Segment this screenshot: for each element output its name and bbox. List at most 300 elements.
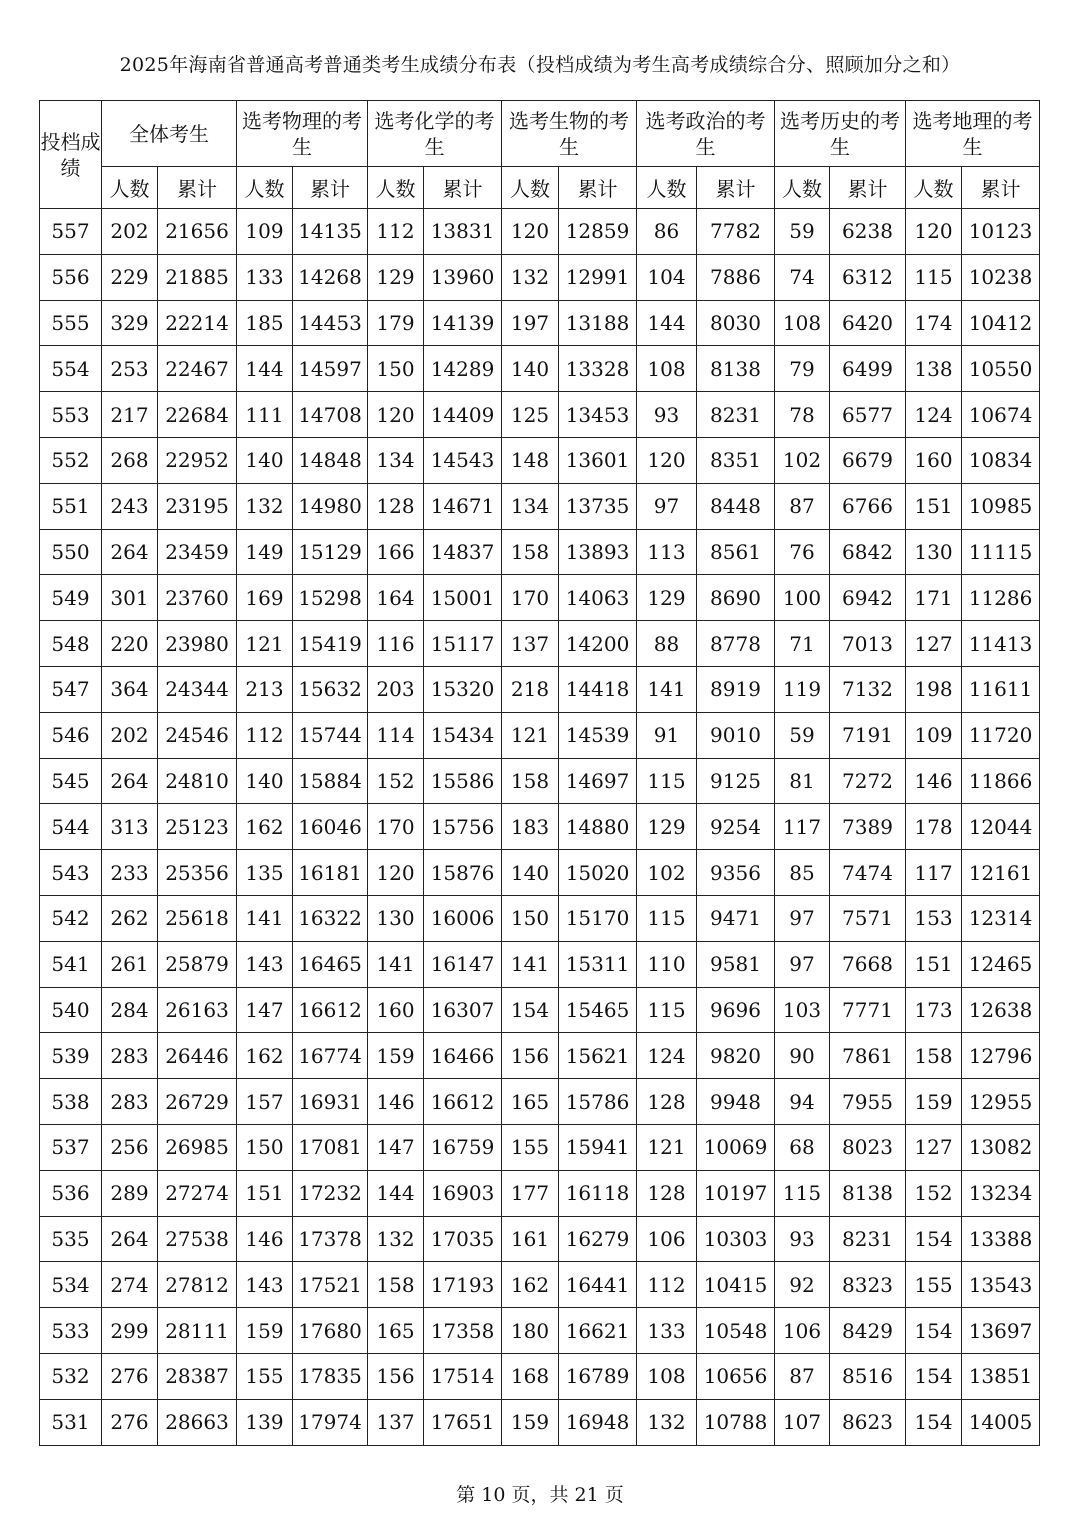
value-cell: 128 (637, 1079, 697, 1125)
value-cell: 14539 (559, 712, 637, 758)
value-cell: 129 (637, 804, 697, 850)
value-cell: 10548 (697, 1308, 775, 1354)
value-cell: 16621 (559, 1308, 637, 1354)
value-cell: 127 (906, 1124, 962, 1170)
value-cell: 15941 (559, 1124, 637, 1170)
value-cell: 108 (775, 300, 830, 346)
subhead-cumulative: 累计 (293, 167, 368, 209)
subhead-cumulative: 累计 (424, 167, 502, 209)
score-cell: 552 (40, 437, 102, 483)
value-cell: 107 (775, 1399, 830, 1445)
value-cell: 14005 (962, 1399, 1040, 1445)
value-cell: 152 (906, 1170, 962, 1216)
value-cell: 202 (102, 712, 158, 758)
table-row (40, 1399, 1040, 1445)
score-cell: 549 (40, 575, 102, 621)
table-row (40, 346, 1040, 392)
value-cell: 185 (237, 300, 293, 346)
value-cell: 156 (502, 1033, 559, 1079)
value-cell: 8429 (830, 1308, 906, 1354)
value-cell: 119 (775, 666, 830, 712)
value-cell: 115 (775, 1170, 830, 1216)
value-cell: 15419 (293, 621, 368, 667)
value-cell: 112 (237, 712, 293, 758)
value-cell: 12859 (559, 209, 637, 255)
value-cell: 24546 (158, 712, 237, 758)
header-group-politics: 选考政治的考生 (637, 101, 775, 167)
value-cell: 329 (102, 300, 158, 346)
value-cell: 134 (502, 483, 559, 529)
value-cell: 6942 (830, 575, 906, 621)
value-cell: 9581 (697, 941, 775, 987)
value-cell: 143 (237, 941, 293, 987)
value-cell: 144 (637, 300, 697, 346)
value-cell: 261 (102, 941, 158, 987)
value-cell: 170 (502, 575, 559, 621)
value-cell: 25123 (158, 804, 237, 850)
value-cell: 150 (368, 346, 424, 392)
value-cell: 162 (237, 804, 293, 850)
value-cell: 8138 (697, 346, 775, 392)
value-cell: 14837 (424, 529, 502, 575)
value-cell: 16903 (424, 1170, 502, 1216)
value-cell: 7886 (697, 254, 775, 300)
table-row (40, 1353, 1040, 1399)
score-cell: 536 (40, 1170, 102, 1216)
header-group-history: 选考历史的考生 (775, 101, 906, 167)
value-cell: 16612 (424, 1079, 502, 1125)
value-cell: 104 (637, 254, 697, 300)
value-cell: 170 (368, 804, 424, 850)
score-cell: 554 (40, 346, 102, 392)
value-cell: 155 (237, 1353, 293, 1399)
value-cell: 220 (102, 621, 158, 667)
value-cell: 113 (637, 529, 697, 575)
value-cell: 127 (906, 621, 962, 667)
value-cell: 14848 (293, 437, 368, 483)
table-row (40, 712, 1040, 758)
value-cell: 141 (368, 941, 424, 987)
score-cell: 548 (40, 621, 102, 667)
value-cell: 13328 (559, 346, 637, 392)
value-cell: 313 (102, 804, 158, 850)
value-cell: 7013 (830, 621, 906, 667)
value-cell: 16322 (293, 895, 368, 941)
value-cell: 9696 (697, 987, 775, 1033)
score-cell: 545 (40, 758, 102, 804)
value-cell: 23459 (158, 529, 237, 575)
value-cell: 146 (237, 1216, 293, 1262)
value-cell: 15884 (293, 758, 368, 804)
value-cell: 26985 (158, 1124, 237, 1170)
value-cell: 9820 (697, 1033, 775, 1079)
value-cell: 21885 (158, 254, 237, 300)
subhead-count: 人数 (368, 167, 424, 209)
value-cell: 218 (502, 666, 559, 712)
value-cell: 133 (237, 254, 293, 300)
value-cell: 7272 (830, 758, 906, 804)
table-row (40, 895, 1040, 941)
value-cell: 124 (906, 392, 962, 438)
subhead-count: 人数 (637, 167, 697, 209)
value-cell: 7389 (830, 804, 906, 850)
table-row (40, 392, 1040, 438)
value-cell: 141 (637, 666, 697, 712)
value-cell: 154 (502, 987, 559, 1033)
value-cell: 9356 (697, 850, 775, 896)
value-cell: 11413 (962, 621, 1040, 667)
value-cell: 22214 (158, 300, 237, 346)
value-cell: 11286 (962, 575, 1040, 621)
value-cell: 110 (637, 941, 697, 987)
value-cell: 146 (368, 1079, 424, 1125)
subhead-cumulative: 累计 (962, 167, 1040, 209)
value-cell: 140 (237, 758, 293, 804)
value-cell: 14980 (293, 483, 368, 529)
value-cell: 100 (775, 575, 830, 621)
value-cell: 177 (502, 1170, 559, 1216)
table-row (40, 209, 1040, 255)
value-cell: 6679 (830, 437, 906, 483)
value-cell: 16931 (293, 1079, 368, 1125)
value-cell: 15632 (293, 666, 368, 712)
value-cell: 264 (102, 1216, 158, 1262)
value-cell: 23195 (158, 483, 237, 529)
value-cell: 13234 (962, 1170, 1040, 1216)
table-row (40, 1079, 1040, 1125)
subhead-count: 人数 (237, 167, 293, 209)
value-cell: 137 (502, 621, 559, 667)
value-cell: 15311 (559, 941, 637, 987)
table-row (40, 529, 1040, 575)
header-row-groups (40, 101, 1040, 167)
value-cell: 16181 (293, 850, 368, 896)
value-cell: 8690 (697, 575, 775, 621)
score-cell: 547 (40, 666, 102, 712)
value-cell: 10415 (697, 1262, 775, 1308)
value-cell: 134 (368, 437, 424, 483)
value-cell: 12638 (962, 987, 1040, 1033)
value-cell: 15621 (559, 1033, 637, 1079)
value-cell: 148 (502, 437, 559, 483)
value-cell: 16759 (424, 1124, 502, 1170)
value-cell: 10834 (962, 437, 1040, 483)
table-row (40, 1033, 1040, 1079)
table-row (40, 1124, 1040, 1170)
value-cell: 17081 (293, 1124, 368, 1170)
value-cell: 90 (775, 1033, 830, 1079)
value-cell: 16789 (559, 1353, 637, 1399)
score-cell: 537 (40, 1124, 102, 1170)
value-cell: 94 (775, 1079, 830, 1125)
value-cell: 76 (775, 529, 830, 575)
value-cell: 150 (237, 1124, 293, 1170)
value-cell: 109 (906, 712, 962, 758)
value-cell: 166 (368, 529, 424, 575)
value-cell: 158 (502, 758, 559, 804)
value-cell: 165 (368, 1308, 424, 1354)
value-cell: 22952 (158, 437, 237, 483)
value-cell: 13601 (559, 437, 637, 483)
value-cell: 86 (637, 209, 697, 255)
value-cell: 16307 (424, 987, 502, 1033)
value-cell: 137 (368, 1399, 424, 1445)
value-cell: 129 (637, 575, 697, 621)
table-row (40, 804, 1040, 850)
value-cell: 130 (368, 895, 424, 941)
value-cell: 115 (637, 758, 697, 804)
value-cell: 158 (906, 1033, 962, 1079)
value-cell: 9010 (697, 712, 775, 758)
value-cell: 25879 (158, 941, 237, 987)
value-cell: 27812 (158, 1262, 237, 1308)
value-cell: 155 (502, 1124, 559, 1170)
header-group-all: 全体考生 (102, 101, 237, 167)
value-cell: 156 (368, 1353, 424, 1399)
value-cell: 144 (368, 1170, 424, 1216)
value-cell: 262 (102, 895, 158, 941)
value-cell: 12314 (962, 895, 1040, 941)
value-cell: 160 (368, 987, 424, 1033)
table-row (40, 941, 1040, 987)
value-cell: 158 (368, 1262, 424, 1308)
value-cell: 14697 (559, 758, 637, 804)
value-cell: 10550 (962, 346, 1040, 392)
subhead-cumulative: 累计 (158, 167, 237, 209)
value-cell: 17232 (293, 1170, 368, 1216)
score-cell: 539 (40, 1033, 102, 1079)
value-cell: 8030 (697, 300, 775, 346)
value-cell: 102 (775, 437, 830, 483)
value-cell: 124 (637, 1033, 697, 1079)
value-cell: 10788 (697, 1399, 775, 1445)
value-cell: 13735 (559, 483, 637, 529)
value-cell: 12955 (962, 1079, 1040, 1125)
value-cell: 128 (637, 1170, 697, 1216)
value-cell: 197 (502, 300, 559, 346)
value-cell: 268 (102, 437, 158, 483)
value-cell: 9471 (697, 895, 775, 941)
value-cell: 168 (502, 1353, 559, 1399)
value-cell: 108 (637, 1353, 697, 1399)
value-cell: 152 (368, 758, 424, 804)
score-cell: 555 (40, 300, 102, 346)
value-cell: 233 (102, 850, 158, 896)
score-cell: 550 (40, 529, 102, 575)
value-cell: 164 (368, 575, 424, 621)
value-cell: 14200 (559, 621, 637, 667)
value-cell: 17521 (293, 1262, 368, 1308)
value-cell: 147 (237, 987, 293, 1033)
value-cell: 14139 (424, 300, 502, 346)
value-cell: 289 (102, 1170, 158, 1216)
value-cell: 8623 (830, 1399, 906, 1445)
value-cell: 111 (237, 392, 293, 438)
value-cell: 157 (237, 1079, 293, 1125)
table-row (40, 621, 1040, 667)
value-cell: 14543 (424, 437, 502, 483)
value-cell: 150 (502, 895, 559, 941)
value-cell: 12991 (559, 254, 637, 300)
document-title: 2025年海南省普通高考普通类考生成绩分布表（投档成绩为考生高考成绩综合分、照顾加分之和） (119, 54, 961, 76)
value-cell: 78 (775, 392, 830, 438)
value-cell: 106 (775, 1308, 830, 1354)
value-cell: 14268 (293, 254, 368, 300)
value-cell: 213 (237, 666, 293, 712)
score-cell: 538 (40, 1079, 102, 1125)
value-cell: 10985 (962, 483, 1040, 529)
value-cell: 14597 (293, 346, 368, 392)
value-cell: 6238 (830, 209, 906, 255)
value-cell: 243 (102, 483, 158, 529)
value-cell: 7782 (697, 209, 775, 255)
value-cell: 15434 (424, 712, 502, 758)
score-cell: 546 (40, 712, 102, 758)
value-cell: 140 (237, 437, 293, 483)
value-cell: 103 (775, 987, 830, 1033)
value-cell: 16118 (559, 1170, 637, 1216)
table-row (40, 575, 1040, 621)
value-cell: 15786 (559, 1079, 637, 1125)
subhead-count: 人数 (102, 167, 158, 209)
value-cell: 10674 (962, 392, 1040, 438)
value-cell: 276 (102, 1399, 158, 1445)
table-row (40, 1308, 1040, 1354)
score-cell: 535 (40, 1216, 102, 1262)
value-cell: 15170 (559, 895, 637, 941)
value-cell: 13388 (962, 1216, 1040, 1262)
value-cell: 28663 (158, 1399, 237, 1445)
value-cell: 97 (637, 483, 697, 529)
score-cell: 533 (40, 1308, 102, 1354)
value-cell: 132 (237, 483, 293, 529)
value-cell: 87 (775, 483, 830, 529)
value-cell: 7191 (830, 712, 906, 758)
value-cell: 6577 (830, 392, 906, 438)
value-cell: 7474 (830, 850, 906, 896)
value-cell: 154 (906, 1308, 962, 1354)
value-cell: 7861 (830, 1033, 906, 1079)
value-cell: 112 (637, 1262, 697, 1308)
value-cell: 160 (906, 437, 962, 483)
value-cell: 115 (637, 895, 697, 941)
value-cell: 112 (368, 209, 424, 255)
value-cell: 10069 (697, 1124, 775, 1170)
value-cell: 276 (102, 1353, 158, 1399)
value-cell: 162 (502, 1262, 559, 1308)
value-cell: 154 (906, 1399, 962, 1445)
value-cell: 17514 (424, 1353, 502, 1399)
value-cell: 133 (637, 1308, 697, 1354)
value-cell: 128 (368, 483, 424, 529)
value-cell: 129 (368, 254, 424, 300)
value-cell: 14289 (424, 346, 502, 392)
value-cell: 8778 (697, 621, 775, 667)
header-score: 投档成绩 (40, 101, 102, 209)
value-cell: 11611 (962, 666, 1040, 712)
value-cell: 85 (775, 850, 830, 896)
value-cell: 143 (237, 1262, 293, 1308)
value-cell: 159 (237, 1308, 293, 1354)
value-cell: 115 (906, 254, 962, 300)
value-cell: 109 (237, 209, 293, 255)
value-cell: 24344 (158, 666, 237, 712)
value-cell: 198 (906, 666, 962, 712)
value-cell: 22467 (158, 346, 237, 392)
header-group-chemistry: 选考化学的考生 (368, 101, 502, 167)
value-cell: 14418 (559, 666, 637, 712)
value-cell: 173 (906, 987, 962, 1033)
value-cell: 121 (502, 712, 559, 758)
value-cell: 15756 (424, 804, 502, 850)
value-cell: 174 (906, 300, 962, 346)
value-cell: 7668 (830, 941, 906, 987)
value-cell: 203 (368, 666, 424, 712)
value-cell: 8231 (830, 1216, 906, 1262)
value-cell: 12465 (962, 941, 1040, 987)
value-cell: 15586 (424, 758, 502, 804)
header-group-physics: 选考物理的考生 (237, 101, 368, 167)
value-cell: 24810 (158, 758, 237, 804)
table-row (40, 850, 1040, 896)
value-cell: 155 (906, 1262, 962, 1308)
value-cell: 14063 (559, 575, 637, 621)
value-cell: 169 (237, 575, 293, 621)
value-cell: 10238 (962, 254, 1040, 300)
value-cell: 7571 (830, 895, 906, 941)
value-cell: 25618 (158, 895, 237, 941)
value-cell: 9125 (697, 758, 775, 804)
score-cell: 534 (40, 1262, 102, 1308)
value-cell: 121 (237, 621, 293, 667)
value-cell: 144 (237, 346, 293, 392)
value-cell: 79 (775, 346, 830, 392)
table-row (40, 300, 1040, 346)
value-cell: 147 (368, 1124, 424, 1170)
value-cell: 274 (102, 1262, 158, 1308)
value-cell: 8516 (830, 1353, 906, 1399)
value-cell: 120 (502, 209, 559, 255)
value-cell: 10412 (962, 300, 1040, 346)
value-cell: 154 (906, 1353, 962, 1399)
value-cell: 87 (775, 1353, 830, 1399)
value-cell: 13453 (559, 392, 637, 438)
value-cell: 16948 (559, 1399, 637, 1445)
value-cell: 25356 (158, 850, 237, 896)
value-cell: 6420 (830, 300, 906, 346)
value-cell: 301 (102, 575, 158, 621)
value-cell: 14453 (293, 300, 368, 346)
value-cell: 151 (906, 483, 962, 529)
value-cell: 161 (502, 1216, 559, 1262)
value-cell: 15876 (424, 850, 502, 896)
value-cell: 159 (906, 1079, 962, 1125)
value-cell: 13831 (424, 209, 502, 255)
table-row (40, 1216, 1040, 1262)
value-cell: 14671 (424, 483, 502, 529)
value-cell: 11720 (962, 712, 1040, 758)
value-cell: 8351 (697, 437, 775, 483)
value-cell: 130 (906, 529, 962, 575)
value-cell: 116 (368, 621, 424, 667)
value-cell: 28387 (158, 1353, 237, 1399)
value-cell: 132 (368, 1216, 424, 1262)
value-cell: 117 (906, 850, 962, 896)
value-cell: 27274 (158, 1170, 237, 1216)
value-cell: 217 (102, 392, 158, 438)
value-cell: 12044 (962, 804, 1040, 850)
value-cell: 6499 (830, 346, 906, 392)
